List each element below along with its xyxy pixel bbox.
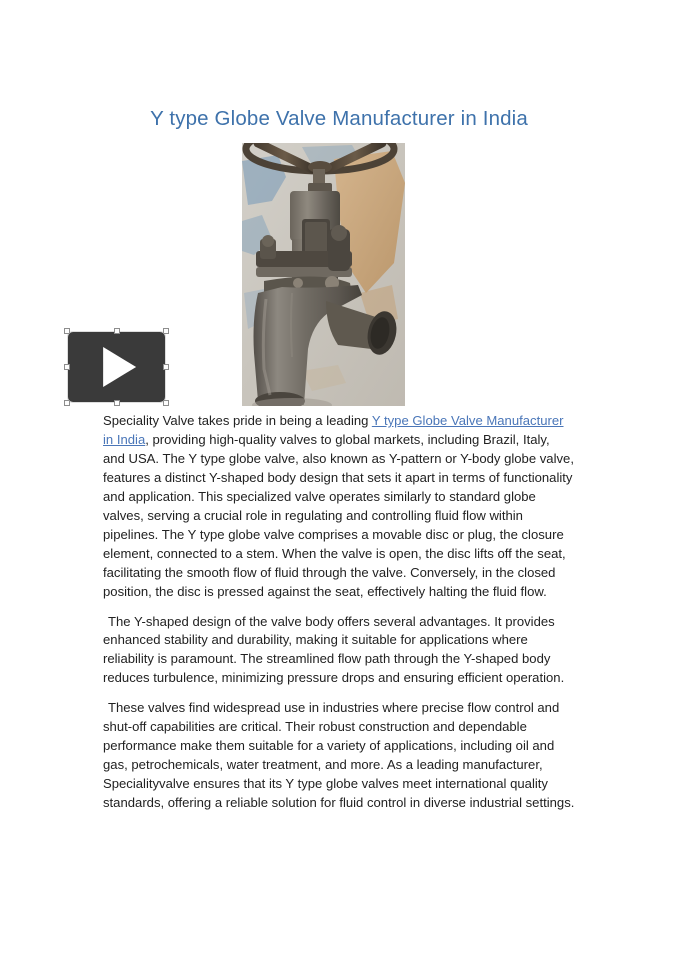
paragraph — [103, 412, 575, 602]
text-run: Speciality Valve takes pride in being a leading — [103, 413, 372, 428]
resize-handle-middle-right[interactable] — [163, 364, 169, 370]
valve-photo-illustration — [242, 143, 405, 406]
text-run: The Y-shaped design of the valve body offers several advantages. It provides enhanced stability and durability, making it suitable for applications where reliability is paramount. The streamlined flow path through the Y-shaped body reduces turbulence, minimizing pressure drops and ensuring efficient operation. — [103, 613, 565, 686]
play-triangle-icon[interactable] — [103, 347, 136, 387]
resize-handle-bottom-center[interactable] — [114, 400, 120, 406]
resize-handle-bottom-left[interactable] — [64, 400, 70, 406]
resize-handle-bottom-right[interactable] — [163, 400, 169, 406]
resize-handle-top-right[interactable] — [163, 328, 169, 334]
resize-handle-top-center[interactable] — [114, 328, 120, 334]
article-body — [103, 412, 575, 824]
video-play-placeholder[interactable] — [68, 332, 165, 402]
resize-handle-middle-left[interactable] — [64, 364, 70, 370]
paragraph — [103, 699, 575, 813]
resize-handle-top-left[interactable] — [64, 328, 70, 334]
text-run: , providing high-quality valves to global markets, including Brazil, Italy, and USA. The Y type globe valve, also known as Y-pattern or Y-body globe valve, features a distinct Y-shaped body design that sets it apart in terms of functionality and application. This specialized valve operates similarly to standard globe valves, serving a crucial role in regulating and controlling fluid flow within pipelines. The Y type globe valve comprises a movable disc or plug, the closure element, connected to a stem. When the valve is open, the disc lifts off the seat, facilitating the smooth flow of fluid through the valve. Conversely, in the closed position, the disc is pressed against the seat, effectively halting the fluid flow. — [103, 431, 574, 599]
page-title: Y type Globe Valve Manufacturer in India — [150, 106, 528, 130]
text-run: These valves find widespread use in industries where precise flow control and shut-off capabilities are critical. Their robust construction and dependable performance make them suitable for a variety of applications, including oil and gas, petrochemicals, water treatment, and more. As a leading manufacturer, Specialityvalve ensures that its Y type globe valves meet international quality standards, offering a reliable solution for fluid control in diverse industrial settings. — [103, 700, 575, 811]
valve-photo — [242, 143, 405, 406]
inline-link[interactable]: Y type Globe Valve Manufacturer in India — [103, 413, 564, 447]
paragraph — [103, 613, 575, 689]
